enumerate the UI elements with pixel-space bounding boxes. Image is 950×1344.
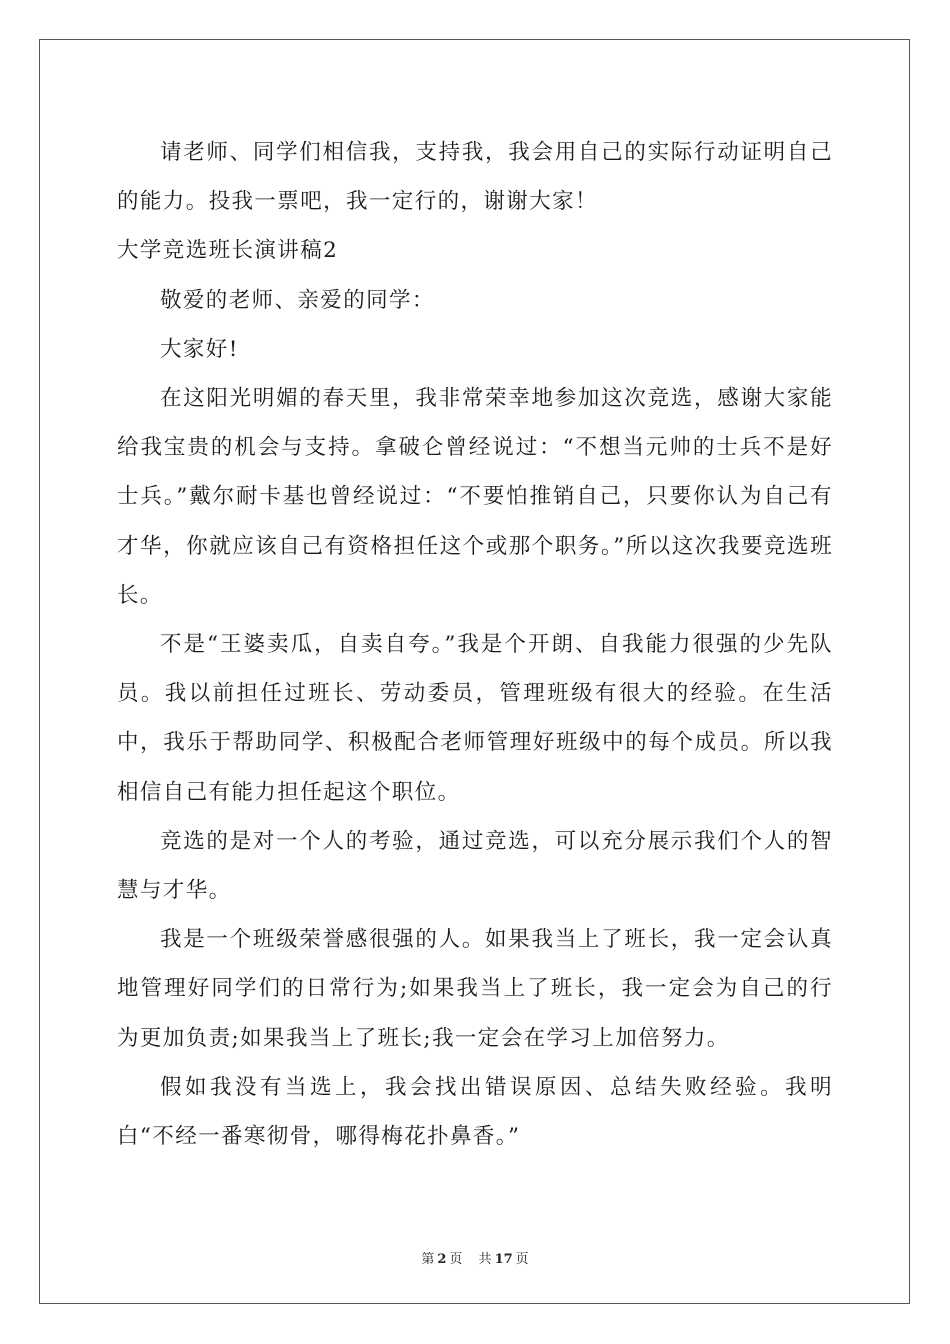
- section-title: 大学竞选班长演讲稿2: [117, 238, 339, 264]
- paragraph: 不是“王婆卖瓜，自卖自夸。”我是个开朗、自我能力很强的少先队员。我以前担任过班长、劳动委员，管理班级有很大的经验。在生活中，我乐于帮助同学、积极配合老师管理好班级中的每个成员。所以我相信自己有能力担任起这个职位。: [117, 632, 833, 805]
- page-indicator: [418, 1252, 465, 1267]
- total-suffix: 页: [515, 1252, 529, 1267]
- paragraph: 敬爱的老师、亲爱的同学：: [160, 287, 435, 313]
- page-footer: [0, 1248, 950, 1267]
- paragraph: 我是一个班级荣誉感很强的人。如果我当上了班长，我一定会认真地管理好同学们的日常行为;如果我当上了班长，我一定会为自己的行为更加负责;如果我当上了班长;我一定会在学习上加倍努力。: [117, 927, 833, 1051]
- paragraph: 竞选的是对一个人的考验，通过竞选，可以充分展示我们个人的智慧与才华。: [117, 828, 833, 904]
- total-pages: 17: [494, 1252, 513, 1267]
- paragraph: 假如我没有当选上，我会找出错误原因、总结失败经验。我明白“不经一番寒彻骨，哪得梅花扑鼻香。”: [117, 1074, 833, 1150]
- page-suffix: 页: [449, 1252, 463, 1267]
- page-number: 2: [437, 1252, 447, 1267]
- total-prefix: 共: [478, 1252, 492, 1267]
- paragraph: 请老师、同学们相信我，支持我，我会用自己的实际行动证明自己的能力。投我一票吧，我一定行的，谢谢大家！: [117, 140, 833, 215]
- page-prefix: 第: [421, 1252, 435, 1267]
- total-indicator: [476, 1252, 532, 1267]
- paragraph: 大家好!: [160, 336, 239, 362]
- paragraph: 在这阳光明媚的春天里，我非常荣幸地参加这次竞选，感谢大家能给我宝贵的机会与支持。拿破仑曾经说过：“不想当元帅的士兵不是好士兵。”戴尔耐卡基也曾经说过：“不要怕推销自己，只要你认为自己有才华，你就应该自己有资格担任这个或那个职务。”所以这次我要竞选班长。: [117, 386, 833, 608]
- document-body: [117, 128, 833, 1161]
